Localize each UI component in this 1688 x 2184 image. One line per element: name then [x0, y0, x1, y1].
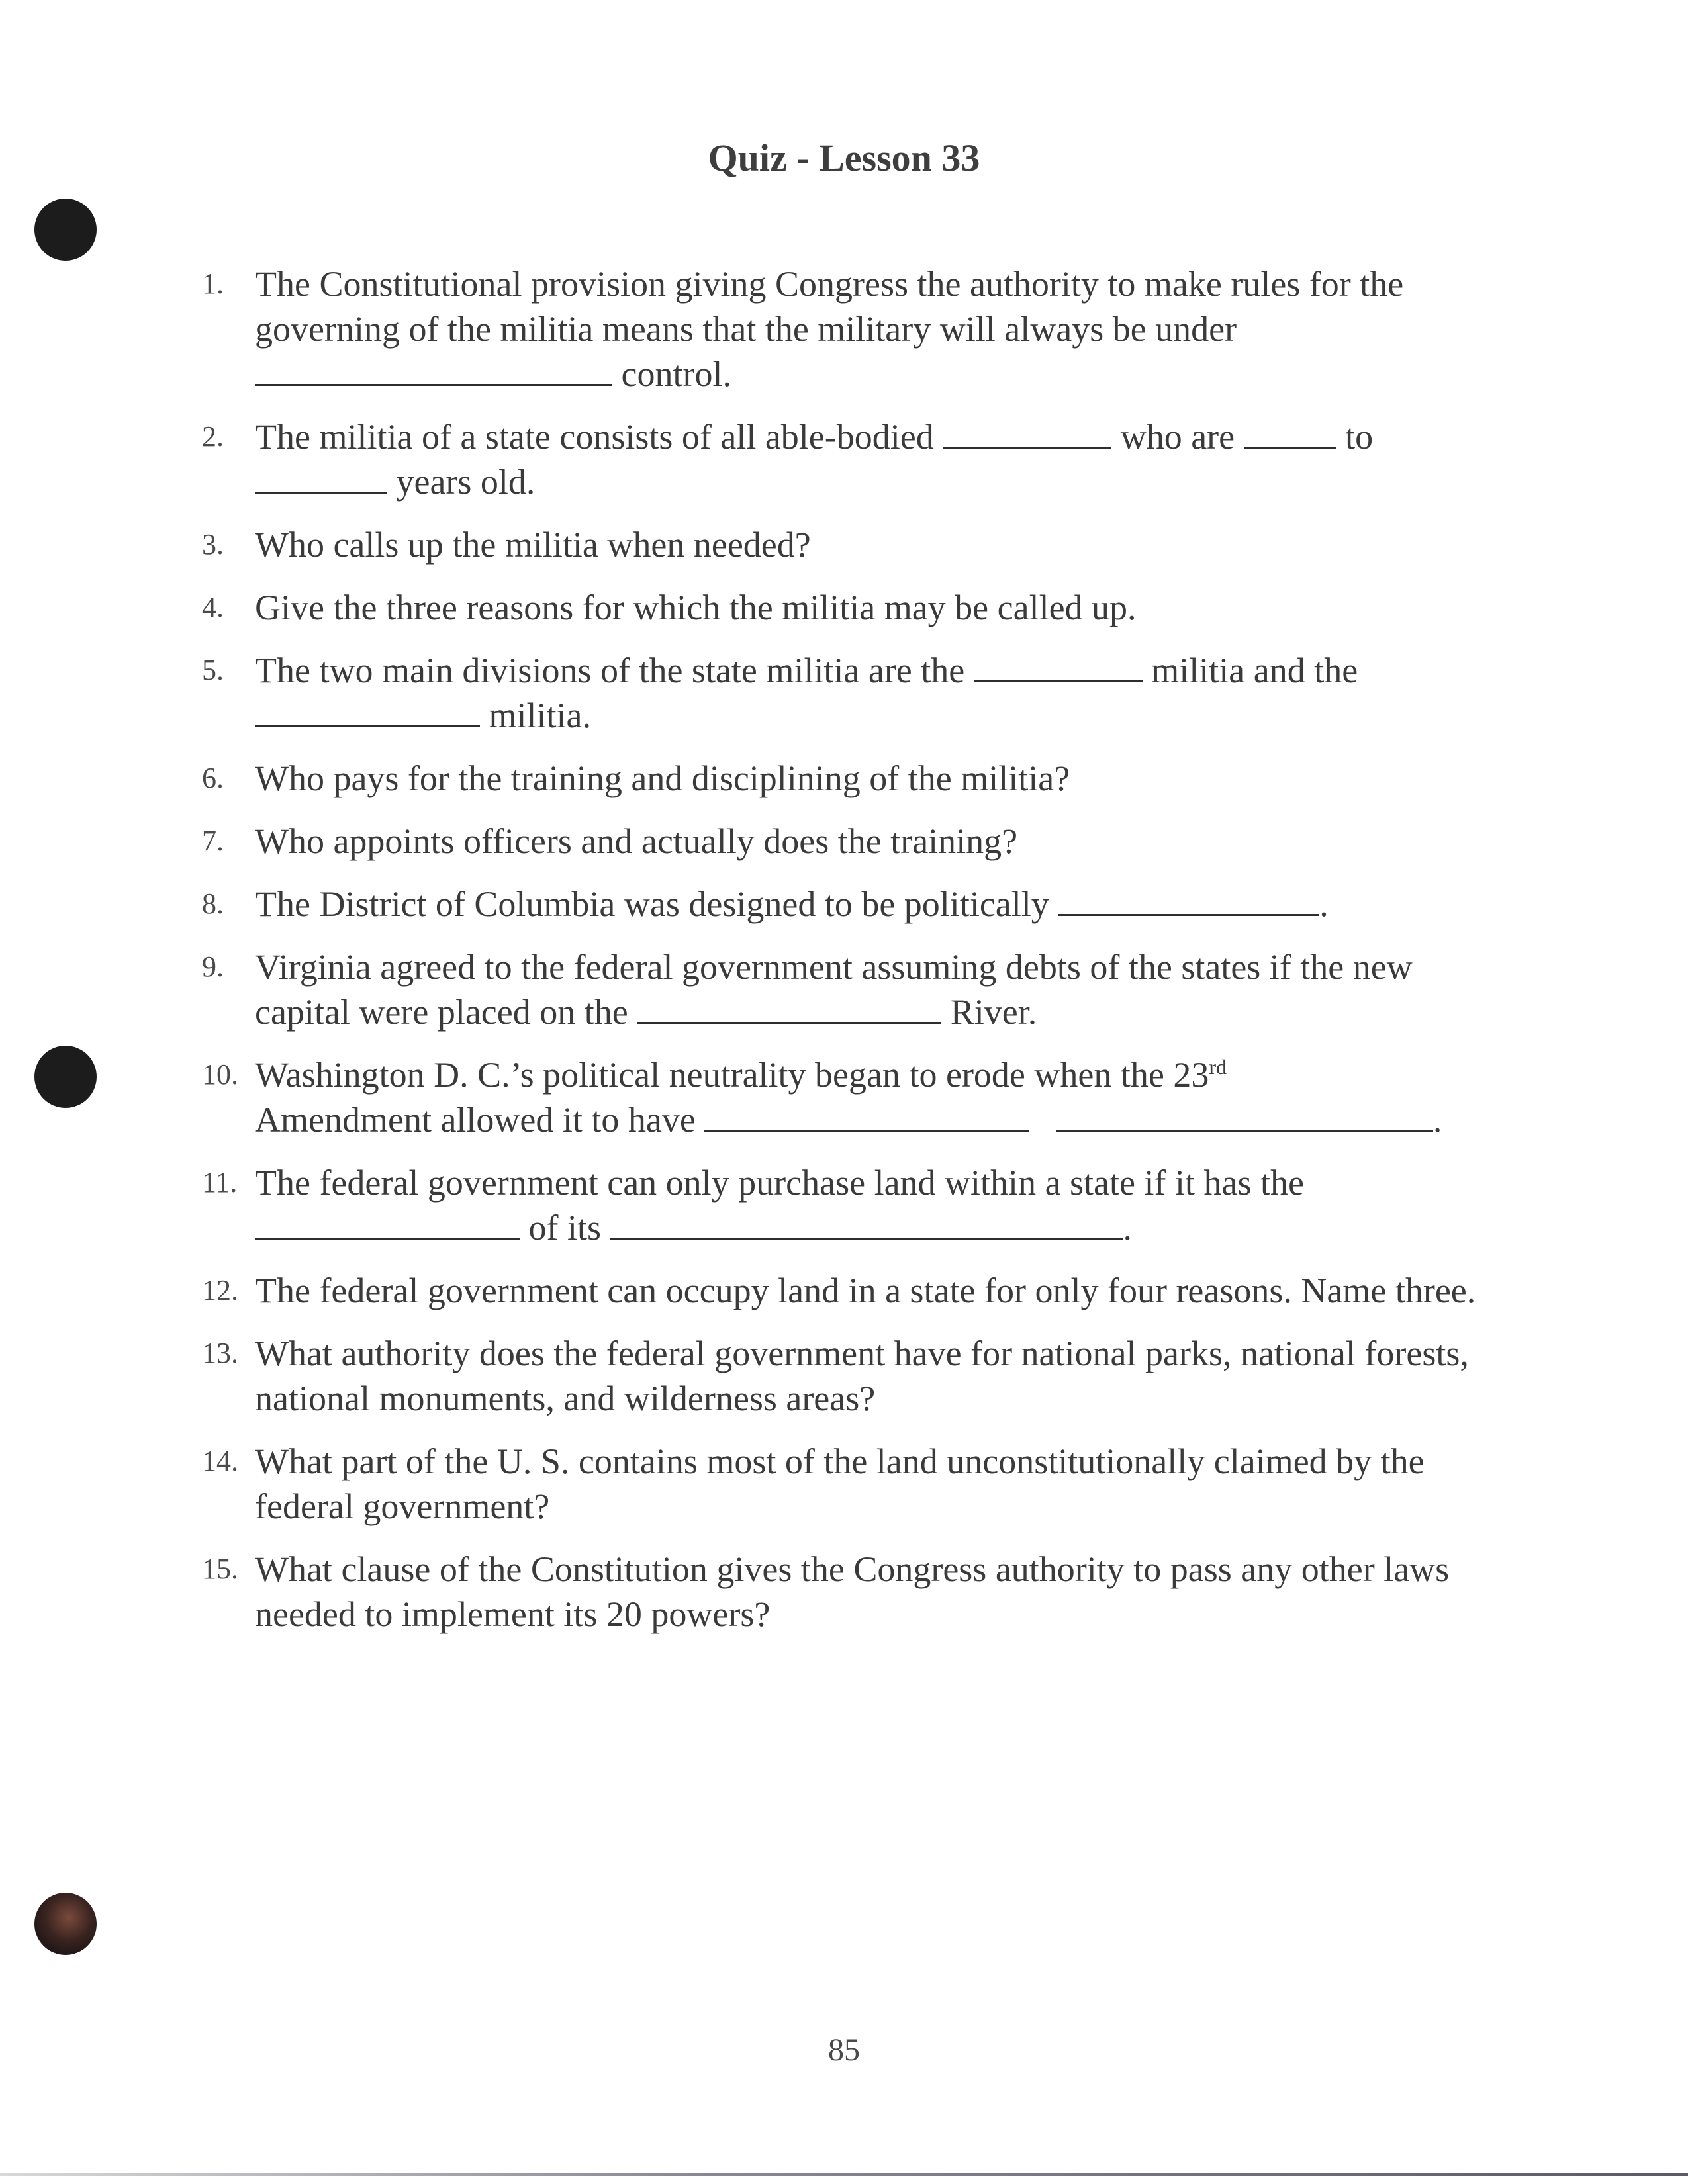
binder-punch-hole [34, 199, 97, 261]
question-4 [202, 585, 1509, 630]
question-number: 6. [202, 762, 224, 794]
answer-blank[interactable] [1056, 1099, 1433, 1132]
question-number: 1. [202, 267, 224, 300]
question-text: . [1432, 1100, 1442, 1140]
question-10 [202, 1052, 1509, 1142]
question-number: 15. [202, 1553, 238, 1585]
question-number: 9. [202, 950, 224, 983]
question-text: The federal government can only purchase land within a state if it has the [255, 1163, 1304, 1203]
question-2 [202, 414, 1509, 504]
answer-blank[interactable] [255, 353, 612, 386]
answer-blank[interactable] [610, 1207, 1123, 1240]
answer-blank[interactable] [1244, 416, 1336, 449]
question-5 [202, 648, 1509, 738]
binder-punch-hole [34, 1046, 97, 1108]
question-number: 10. [202, 1058, 238, 1091]
question-text: . [1319, 884, 1329, 924]
question-text: of its [520, 1208, 610, 1248]
answer-blank[interactable] [255, 695, 480, 727]
question-14 [202, 1439, 1509, 1529]
answer-blank[interactable] [1058, 884, 1319, 916]
question-text: What part of the U. S. contains most of the land unconstitutionally claimed by the federal government? [255, 1441, 1425, 1526]
question-text: What authority does the federal government have for national parks, national forests, national monuments, and wilderness areas? [255, 1334, 1469, 1418]
question-text: What clause of the Constitution gives the Congress authority to pass any other laws needed to implement its 20 powers? [255, 1549, 1450, 1634]
question-text: Who calls up the militia when needed? [255, 525, 811, 565]
question-12 [202, 1268, 1509, 1313]
question-text: . [1123, 1208, 1133, 1248]
question-text: to [1336, 417, 1374, 457]
answer-blank[interactable] [637, 991, 941, 1024]
question-text: The District of Columbia was designed to be politically [255, 884, 1058, 924]
answer-blank[interactable] [943, 416, 1111, 449]
question-text: Virginia agreed to the federal government assuming debts of the states if the new capital were placed on the [255, 947, 1413, 1032]
question-text: who are [1111, 417, 1244, 457]
question-text: Who pays for the training and disciplining of the militia? [255, 758, 1070, 798]
question-text: The militia of a state consists of all able-bodied [255, 417, 943, 457]
answer-blank[interactable] [255, 461, 387, 494]
ordinal-suffix: rd [1209, 1055, 1227, 1079]
question-text: River. [941, 992, 1037, 1032]
question-text: Amendment allowed it to have [255, 1100, 705, 1140]
question-text: years old. [387, 462, 536, 502]
question-number: 13. [202, 1337, 238, 1369]
page-title: Quiz - Lesson 33 [708, 136, 980, 179]
question-number: 5. [202, 654, 224, 686]
answer-blank[interactable] [255, 1207, 520, 1240]
question-text: The Constitutional provision giving Congress the authority to make rules for the governing of the militia means that the military will always be under [255, 264, 1404, 349]
page-edge-line [0, 2173, 1688, 2176]
binder-punch-hole [34, 1893, 97, 1955]
question-text: militia. [480, 696, 591, 735]
question-list [202, 261, 1509, 1655]
question-text: Give the three reasons for which the militia may be called up. [255, 588, 1137, 627]
question-text: militia and the [1142, 651, 1358, 690]
answer-blank[interactable] [974, 650, 1143, 682]
question-6 [202, 756, 1509, 801]
question-number: 14. [202, 1445, 238, 1477]
question-8 [202, 882, 1509, 927]
question-13 [202, 1331, 1509, 1421]
question-text: Washington D. C.’s political neutrality began to erode when the 23 [255, 1055, 1209, 1095]
question-text: The two main divisions of the state militia are the [255, 651, 974, 690]
question-3 [202, 522, 1509, 567]
question-number: 7. [202, 825, 224, 857]
question-7 [202, 819, 1509, 864]
question-number: 2. [202, 420, 224, 453]
question-number: 8. [202, 887, 224, 920]
question-number: 11. [202, 1166, 238, 1199]
question-9 [202, 944, 1509, 1034]
question-1 [202, 261, 1509, 396]
question-11 [202, 1160, 1509, 1250]
question-text: Who appoints officers and actually does the training? [255, 821, 1018, 861]
page-number: 85 [828, 2032, 860, 2068]
question-text: control. [621, 354, 731, 394]
question-number: 4. [202, 591, 224, 623]
question-15 [202, 1547, 1509, 1637]
question-number: 3. [202, 528, 224, 561]
answer-blank[interactable] [704, 1099, 1029, 1132]
question-number: 12. [202, 1274, 238, 1306]
question-text: The federal government can occupy land in a state for only four reasons. Name three. [255, 1271, 1476, 1310]
